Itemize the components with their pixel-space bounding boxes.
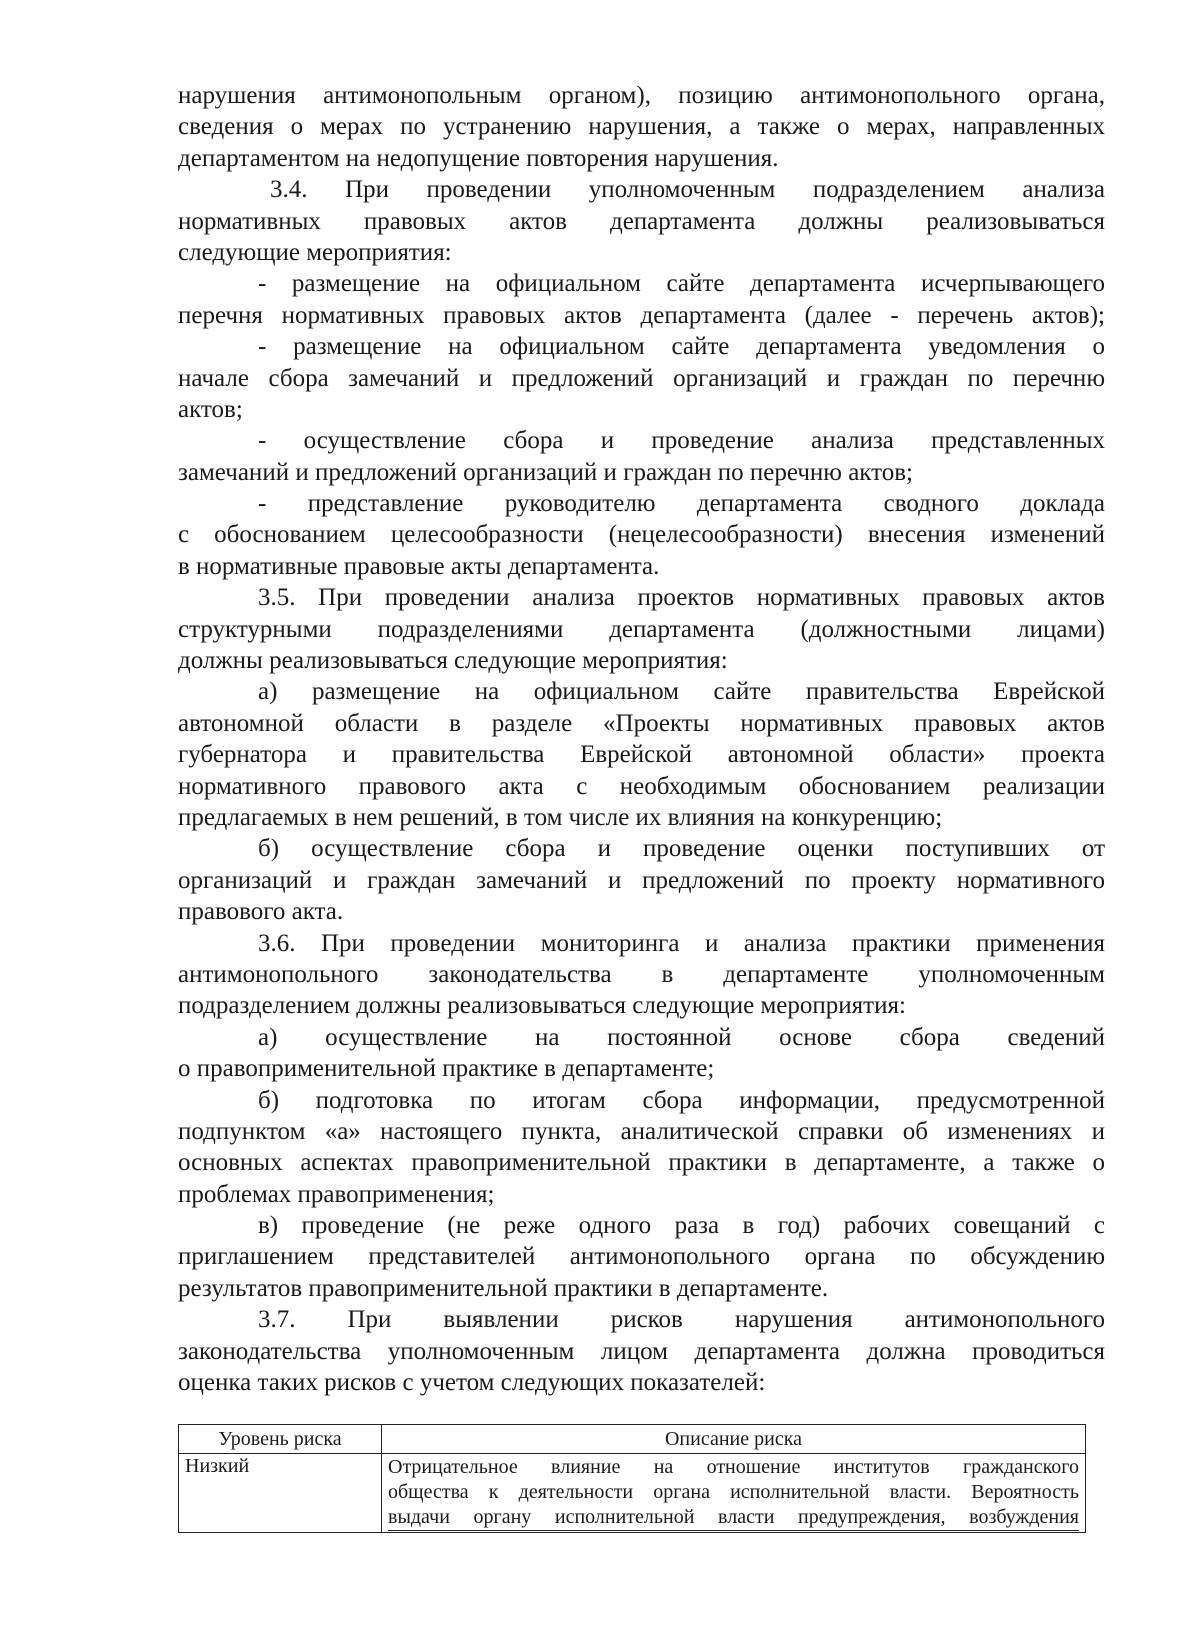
text-line: замечаний и предложений организаций и граждан по перечню актов; [178, 458, 913, 486]
text-line: проблемах правоприменения; [178, 1180, 495, 1208]
text-line: - осуществление сбора и проведение анализа представленных [258, 427, 1105, 455]
text-line: результатов правоприменительной практики в департаменте. [178, 1274, 829, 1302]
text-line: правового акта. [178, 898, 344, 926]
risk-description-line: общества к деятельности органа исполнительной власти. Вероятность [388, 1481, 1079, 1503]
text-line: подпунктом «а» настоящего пункта, аналитической справки об изменениях и [178, 1117, 1105, 1145]
text-line: губернатора и правительства Еврейской автономной области» проекта [178, 741, 1105, 769]
risk-table-header-row [179, 1425, 1086, 1454]
text-line: 3.7. При выявлении рисков нарушения антимонопольного [258, 1306, 1105, 1334]
text-line: в) проведение (не реже одного раза в год) рабочих совещаний с [258, 1212, 1105, 1240]
text-line: антимонопольного законодательства в департаменте уполномоченным [178, 960, 1105, 988]
text-line: организаций и граждан замечаний и предложений по проекту нормативного [178, 866, 1105, 894]
text-line: о правоприменительной практике в департаменте; [178, 1055, 715, 1083]
table-row [179, 1454, 1086, 1533]
text-line: департаментом на недопущение повторения нарушения. [178, 144, 779, 172]
document-body [178, 80, 1105, 1398]
text-line: приглашением представителей антимонопольного органа по обсуждению [178, 1243, 1105, 1271]
text-line: нарушения антимонопольным органом), позицию антимонопольного органа, [178, 82, 1105, 109]
text-line: б) осуществление сбора и проведение оценки поступивших от [258, 835, 1105, 863]
text-line: нормативного правового акта с необходимым обоснованием реализации [178, 772, 1105, 800]
text-line: подразделением должны реализовываться следующие мероприятия: [178, 992, 906, 1020]
text-line: 3.6. При проведении мониторинга и анализа практики применения [258, 929, 1105, 957]
text-line: структурными подразделениями департамента (должностными лицами) [178, 615, 1105, 643]
text-line: автономной области в разделе «Проекты нормативных правовых актов [178, 709, 1105, 737]
text-line: 3.4. При проведении уполномоченным подразделением анализа [270, 176, 1105, 204]
text-line: - представление руководителю департамента сводного доклада [258, 490, 1105, 518]
text-line: предлагаемых в нем решений, в том числе их влияния на конкуренцию; [178, 803, 943, 831]
text-line: в нормативные правовые акты департамента. [178, 552, 660, 580]
text-line: перечня нормативных правовых актов департамента (далее - перечень актов); [178, 301, 1105, 329]
risk-table [178, 1424, 1086, 1533]
text-line: начале сбора замечаний и предложений организаций и граждан по перечню [178, 364, 1105, 392]
risk-description-line: Отрицательное влияние на отношение институтов гражданского [388, 1456, 1079, 1478]
risk-level-cell: Низкий [179, 1454, 382, 1533]
text-line: должны реализовываться следующие мероприятия: [178, 647, 728, 675]
text-line: сведения о мерах по устранению нарушения, а также о мерах, направленных [178, 113, 1105, 141]
text-line: 3.5. При проведении анализа проектов нормативных правовых актов [258, 584, 1105, 612]
risk-description-line: выдачи органу исполнительной власти предупреждения, возбуждения [388, 1505, 1079, 1531]
text-line: - размещение на официальном сайте департамента исчерпывающего [258, 270, 1105, 298]
text-line: нормативных правовых актов департамента должны реализовываться [178, 207, 1105, 235]
text-line: следующие мероприятия: [178, 238, 452, 266]
risk-description-cell [382, 1454, 1086, 1533]
text-line: с обоснованием целесообразности (нецелесообразности) внесения изменений [178, 521, 1105, 549]
text-line: законодательства уполномоченным лицом департамента должна проводиться [178, 1337, 1105, 1365]
text-line: а) размещение на официальном сайте правительства Еврейской [258, 678, 1105, 706]
text-line: актов; [178, 395, 243, 423]
text-line: б) подготовка по итогам сбора информации, предусмотренной [258, 1086, 1105, 1114]
risk-level-header: Уровень риска [179, 1425, 382, 1454]
text-line: основных аспектах правоприменительной практики в департаменте, а также о [178, 1149, 1105, 1177]
risk-description-header: Описание риска [382, 1425, 1086, 1454]
text-line: а) осуществление на постоянной основе сбора сведений [258, 1023, 1105, 1051]
text-line: оценка таких рисков с учетом следующих показателей: [178, 1369, 766, 1397]
text-line: - размещение на официальном сайте департамента уведомления о [258, 333, 1105, 361]
